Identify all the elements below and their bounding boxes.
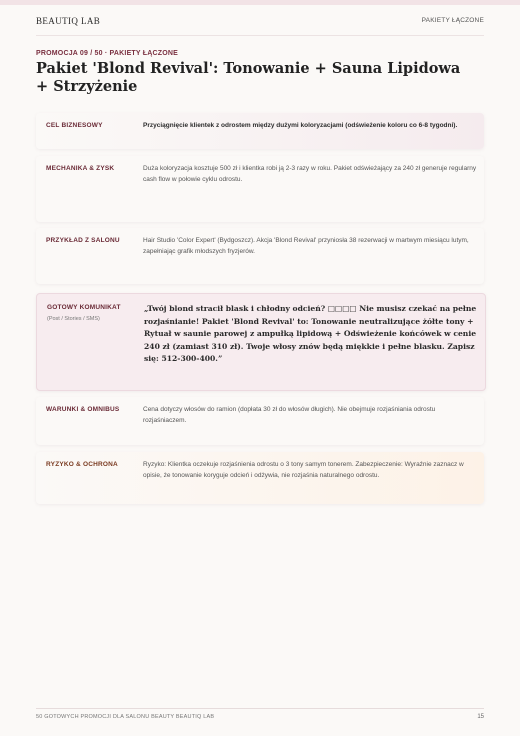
row-risk-protection	[36, 452, 484, 504]
row-label: RYZYKO & OCHRONA	[46, 461, 118, 468]
row-body: Duża koloryzacja kosztuje 500 zł i klientka robi ją 2-3 razy w roku. Pakiet odświeżający za 240 zł generuje regularny cash flow w połowie cyklu odrostu.	[143, 165, 477, 183]
section-name: PAKIETY ŁĄCZONE	[421, 17, 484, 24]
row-label: WARUNKI & OMNIBUS	[46, 406, 120, 413]
page-title: Pakiet 'Blond Revival': Tonowanie + Sauna Lipidowa + Strzyżenie	[36, 60, 461, 95]
promo-kicker: PROMOCJA 09 / 50 · PAKIETY ŁĄCZONE	[36, 50, 179, 57]
row-terms-omnibus	[36, 397, 484, 445]
row-business-goal	[36, 113, 484, 149]
brand-name: BEAUTIQ LAB	[36, 16, 101, 26]
row-body: Cena dotyczy włosów do ramion (dopłata 30 zł do włosów długich). Nie obejmuje rozjaśniania odrostu rozjaśniaczem.	[143, 406, 436, 424]
row-label: MECHANIKA & ZYSK	[46, 165, 115, 172]
row-salon-example	[36, 228, 484, 284]
row-label: GOTOWY KOMUNIKAT	[47, 304, 121, 311]
row-body: Ryzyko: Klientka oczekuje rozjaśnienia odrostu o 3 tony samym tonerem. Zabezpieczenie: Wyraźnie zaznacz w opisie, że tonowanie koryguje odcień i odżywia, nie rozjaśnia naturalnego odrostu.	[143, 461, 464, 479]
row-body: Hair Studio 'Color Expert' (Bydgoszcz). Akcja 'Blond Revival' przyniosła 38 rezerwacji w martwym miesiącu lutym, zapełniając grafik młodszych fryzjerów.	[143, 237, 469, 255]
row-body: Przyciągnięcie klientek z odrostem między dużymi koloryzacjami (odświeżenie koloru co 6-8 tygodni).	[143, 122, 458, 129]
row-sublabel: (Post / Stories / SMS)	[47, 316, 100, 322]
page-number: 15	[477, 714, 484, 720]
page-header	[36, 16, 484, 30]
row-mechanics-profit	[36, 156, 484, 222]
row-label: PRZYKŁAD Z SALONU	[46, 237, 120, 244]
row-ready-message	[36, 293, 486, 391]
ready-message-text: „Twój blond stracił blask i chłodny odcień? □□□□ Nie musisz czekać na pełne rozjaśnianie! Pakiet 'Blond Revival' to: Tonowanie neutralizujące żółte tony + Rytuał w saunie parowej z ampułką lipidową + Odświeżenie końcówek w cenie 240 zł (zamiast 310 zł). Twoje włosy znów będą miękkie i pełne blasku. Zapisz się: 512-300-400.”	[144, 304, 477, 363]
footer-divider	[36, 708, 484, 709]
footer-text: 50 GOTOWYCH PROMOCJI DLA SALONU BEAUTY BEAUTIQ LAB	[36, 714, 215, 720]
row-label: CEL BIZNESOWY	[46, 122, 103, 129]
header-divider	[36, 35, 484, 36]
top-accent-bar	[0, 0, 520, 5]
